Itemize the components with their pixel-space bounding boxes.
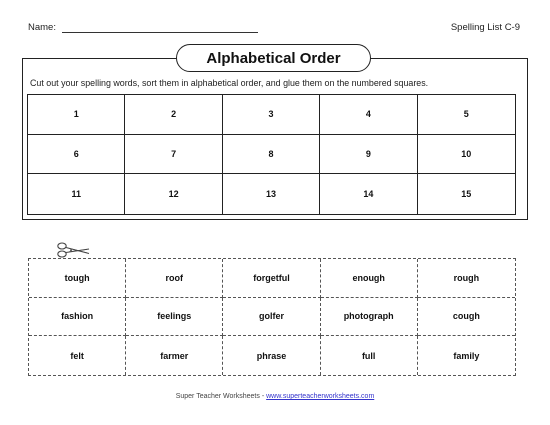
numbered-square: 5 xyxy=(418,95,515,135)
numbered-square: 7 xyxy=(125,135,222,175)
word-card: enough xyxy=(321,259,418,298)
name-line xyxy=(62,32,258,33)
footer-link[interactable]: www.superteacherworksheets.com xyxy=(266,393,375,400)
scissors-icon xyxy=(56,241,90,259)
word-card: farmer xyxy=(126,336,223,375)
numbered-grid xyxy=(27,94,516,215)
word-cutout-grid xyxy=(28,258,516,376)
word-card: tough xyxy=(29,259,126,298)
numbered-square: 12 xyxy=(125,174,222,214)
page-title: Alphabetical Order xyxy=(176,44,371,72)
word-card: feelings xyxy=(126,298,223,337)
word-card: rough xyxy=(418,259,515,298)
word-card: forgetful xyxy=(223,259,320,298)
numbered-square: 13 xyxy=(223,174,320,214)
word-card: golfer xyxy=(223,298,320,337)
numbered-square: 9 xyxy=(320,135,417,175)
spelling-list-label: Spelling List C-9 xyxy=(450,22,520,33)
word-card: felt xyxy=(29,336,126,375)
word-card: roof xyxy=(126,259,223,298)
numbered-square: 2 xyxy=(125,95,222,135)
numbered-square: 14 xyxy=(320,174,417,214)
numbered-square: 6 xyxy=(28,135,125,175)
numbered-square: 8 xyxy=(223,135,320,175)
footer-separator: - xyxy=(259,393,267,400)
numbered-square: 4 xyxy=(320,95,417,135)
footer-site-name: Super Teacher Worksheets xyxy=(175,393,260,400)
instructions: Cut out your spelling words, sort them in alphabetical order, and glue them on the numbered squares. xyxy=(30,78,429,88)
numbered-square: 3 xyxy=(223,95,320,135)
word-card: phrase xyxy=(223,336,320,375)
footer xyxy=(0,393,550,400)
word-card: full xyxy=(321,336,418,375)
name-label: Name: xyxy=(28,22,56,33)
word-card: cough xyxy=(418,298,515,337)
numbered-square: 10 xyxy=(418,135,515,175)
word-card: photograph xyxy=(321,298,418,337)
word-card: fashion xyxy=(29,298,126,337)
numbered-square: 1 xyxy=(28,95,125,135)
word-card: family xyxy=(453,350,480,361)
numbered-square: 15 xyxy=(461,189,472,200)
numbered-square: 11 xyxy=(28,174,125,214)
